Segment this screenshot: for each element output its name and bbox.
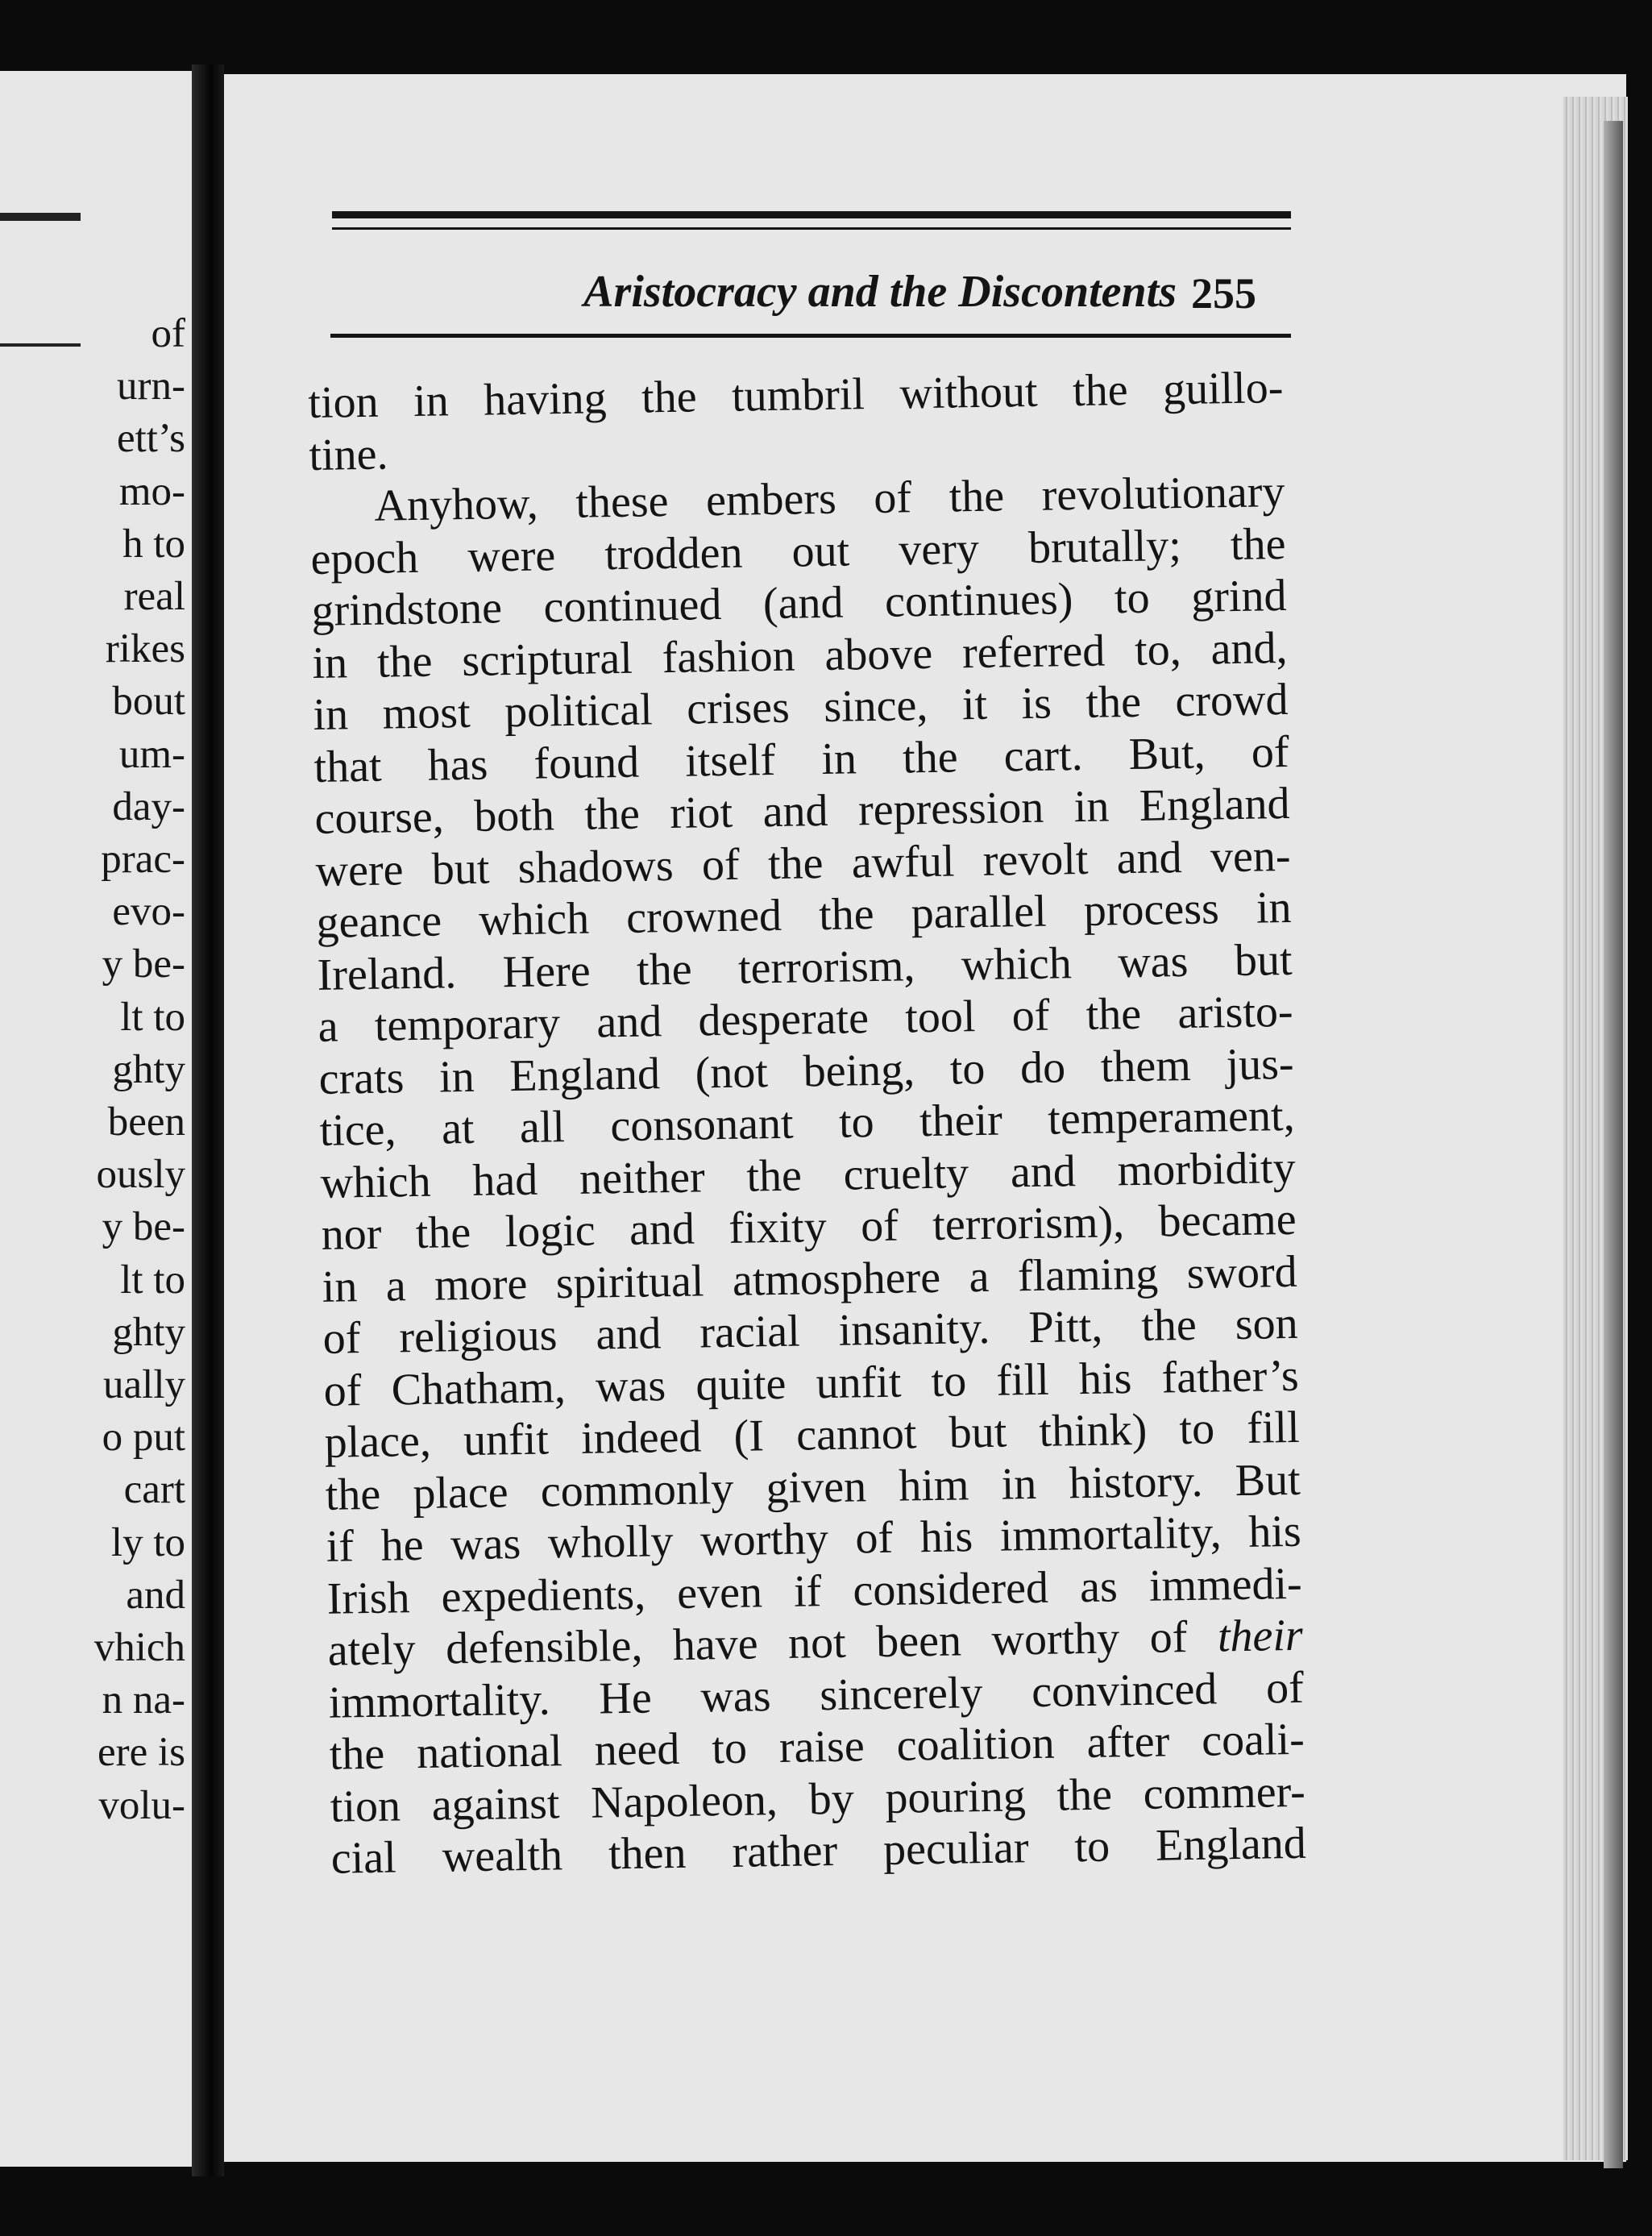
text-line: place, unfit indeed (I cannot but think) to fill xyxy=(324,1402,1301,1468)
left-text-fragment: evo- xyxy=(112,889,185,935)
header-rule-thin xyxy=(332,227,1291,230)
page-number: 255 xyxy=(1191,269,1256,318)
left-text-fragment: been xyxy=(107,1099,185,1145)
text-line: in a more spiritual atmosphere a flaming sword xyxy=(322,1246,1298,1312)
text-line: Irish expedients, even if considered as immedi- xyxy=(326,1558,1303,1624)
italic-word: their xyxy=(1217,1610,1304,1662)
left-text-fragment: mo- xyxy=(118,468,185,514)
running-title: Aristocracy and the Discontents xyxy=(583,267,1177,317)
text-line: if he was wholly worthy of his immortality, his xyxy=(326,1506,1302,1572)
left-text-fragment: urn- xyxy=(117,364,185,409)
left-text-fragment: y be- xyxy=(102,941,185,987)
text-line: a temporary and desperate tool of the aristo- xyxy=(318,986,1293,1052)
left-text-fragment: and xyxy=(126,1572,185,1618)
left-header-rule xyxy=(0,213,81,221)
left-text-fragment: ually xyxy=(103,1362,185,1407)
text-line: grindstone continued (and continues) to grind xyxy=(311,570,1287,636)
text-line: course, both the riot and repression in England xyxy=(314,778,1290,844)
text-line: in the scriptural fashion above referred to, and, xyxy=(312,622,1288,688)
left-text-fragment: um- xyxy=(118,731,185,777)
header-rule-thick xyxy=(332,211,1291,218)
text-line: ately defensible, have not been worthy of xyxy=(327,1612,1188,1676)
left-text-fragment: rikes xyxy=(105,626,185,672)
page-edges-shadow xyxy=(1604,121,1623,2168)
text-line: the national need to raise coalition after coali- xyxy=(329,1714,1305,1780)
text-line: Ireland. Here the terrorism, which was but xyxy=(317,934,1293,1000)
left-text-fragment: ghty xyxy=(112,1309,185,1355)
left-text-fragment: ously xyxy=(96,1152,185,1198)
header-underline xyxy=(330,334,1291,338)
left-text-fragment: ghty xyxy=(112,1046,185,1092)
text-line: tine. xyxy=(309,428,388,480)
text-line: tion in having the tumbril without the guillo- xyxy=(308,362,1284,428)
left-text-fragment: ly to xyxy=(110,1519,185,1565)
left-text-fragment: day- xyxy=(112,783,185,829)
left-text-fragment: lt to xyxy=(120,994,185,1040)
text-line: were but shadows of the awful revolt and ven- xyxy=(315,830,1291,896)
text-line: of Chatham, was quite unfit to fill his father’s xyxy=(323,1350,1300,1416)
left-text-fragment: n na- xyxy=(102,1677,185,1723)
left-text-fragment: ett’s xyxy=(117,416,185,462)
text-line: immortality. He was sincerely convinced of xyxy=(328,1662,1305,1728)
left-text-fragment: real xyxy=(123,574,185,619)
text-line: geance which crowned the parallel process in xyxy=(316,882,1292,948)
text-line: that has found itself in the cart. But, of xyxy=(313,726,1289,792)
text-line: which had neither the cruelty and morbidity xyxy=(320,1142,1297,1208)
body-text xyxy=(308,362,1306,1885)
left-text-fragment: of xyxy=(151,311,185,356)
left-text-fragment: o put xyxy=(102,1415,185,1461)
text-line: nor the logic and fixity of terrorism), became xyxy=(321,1194,1297,1260)
text-line: in most political crises since, it is the crowd xyxy=(313,674,1289,740)
left-text-fragment: lt to xyxy=(120,1257,185,1303)
text-line: cial wealth then rather peculiar to England xyxy=(330,1818,1307,1884)
text-line: tion against Napoleon, by pouring the commer- xyxy=(330,1766,1306,1832)
left-text-fragment: bout xyxy=(112,679,185,725)
left-text-fragment: volu- xyxy=(98,1782,185,1828)
left-text-fragment: cart xyxy=(123,1467,185,1513)
left-text-fragment: ere is xyxy=(97,1730,185,1776)
left-text-fragment: vhich xyxy=(93,1625,185,1670)
text-line: the place commonly given him in history. But xyxy=(325,1454,1301,1520)
left-text-fragment: prac- xyxy=(101,837,185,882)
text-line: of religious and racial insanity. Pitt, the son xyxy=(322,1298,1299,1364)
text-line: epoch were trodden out very brutally; the xyxy=(310,518,1286,584)
left-text-fragment: y be- xyxy=(102,1204,185,1250)
left-page xyxy=(0,71,192,2167)
text-line: tice, at all consonant to their temperament, xyxy=(319,1090,1296,1156)
text-line: Anyhow, these embers of the revolutionary xyxy=(374,466,1285,531)
book-gutter xyxy=(192,64,224,2176)
left-text-fragment: h to xyxy=(122,521,185,567)
text-line: crats in England (not being, to do them jus- xyxy=(318,1038,1295,1104)
